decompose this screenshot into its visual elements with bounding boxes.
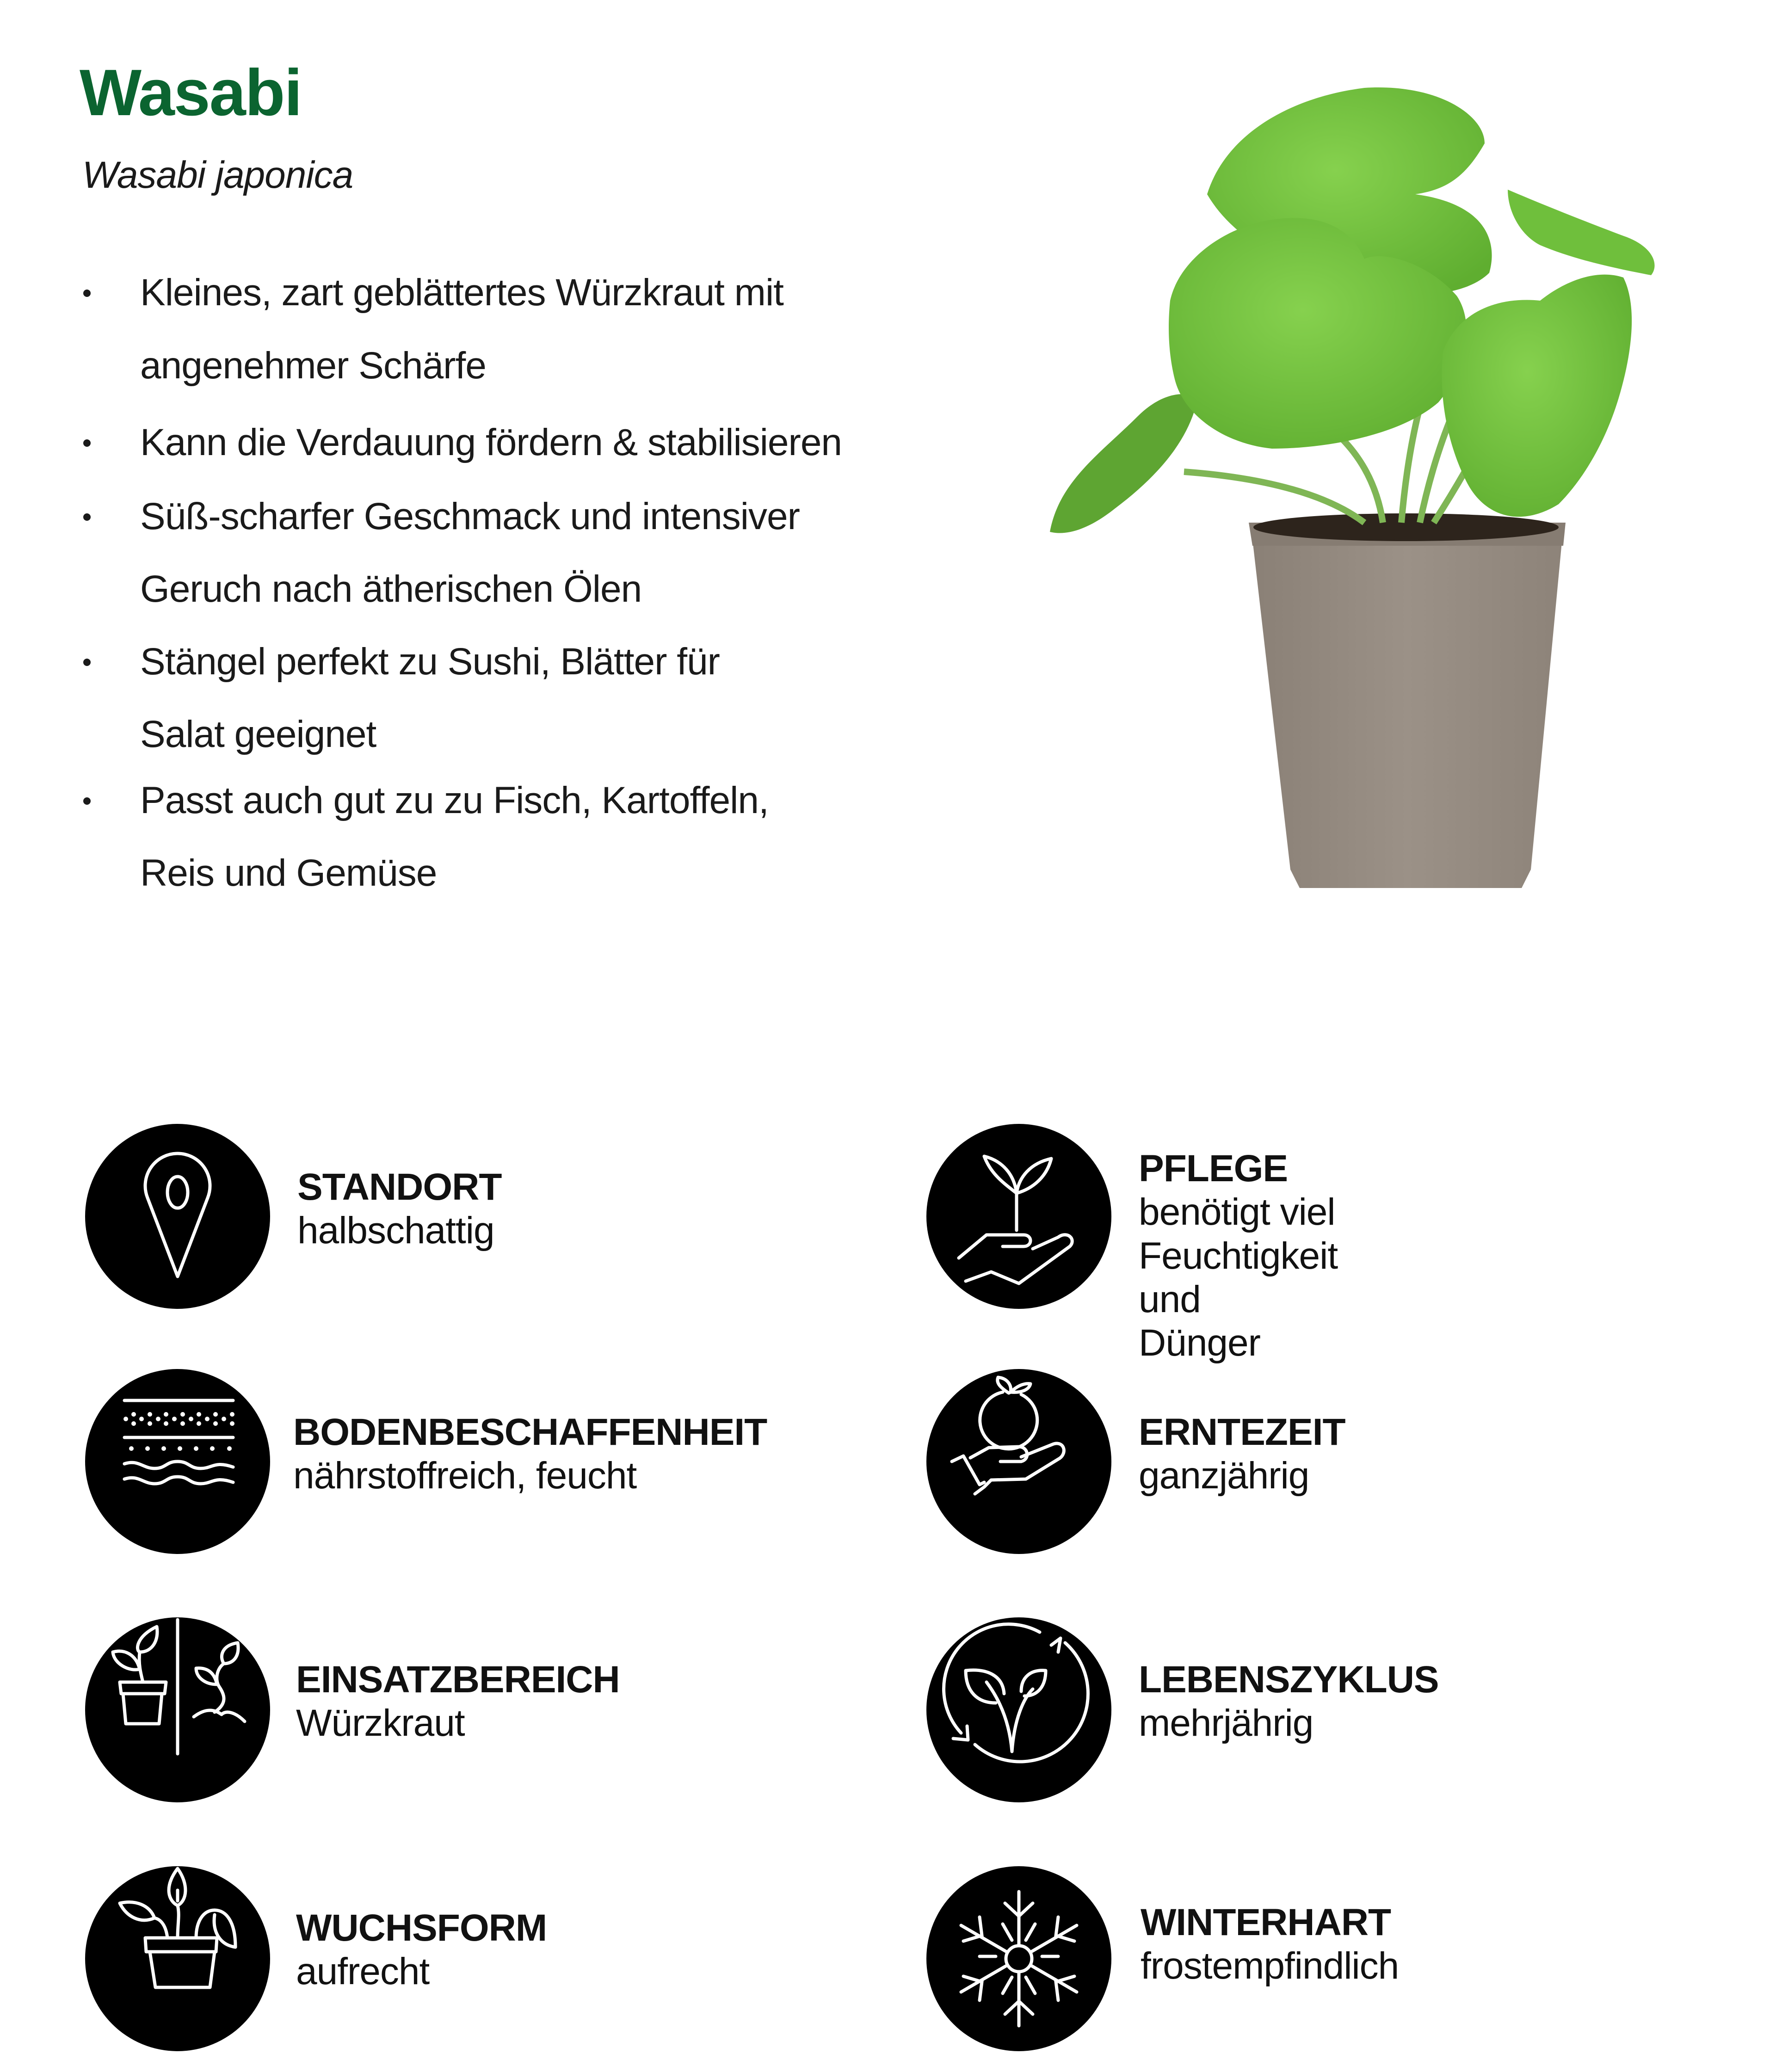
bullet-text: angenehmer Schärfe	[140, 345, 486, 387]
bullet-text: Salat geeignet	[140, 713, 376, 755]
feature-value: aufrecht	[296, 1950, 430, 1993]
hand-holding-sprout-icon	[926, 1124, 1111, 1309]
feature-value-continued: Dünger	[1139, 1322, 1260, 1364]
hand-holding-fruit-icon	[926, 1369, 1111, 1554]
feature-label: WINTERHART	[1141, 1901, 1391, 1943]
feature-label: STANDORT	[297, 1166, 502, 1208]
feature-value: Würzkraut	[296, 1702, 465, 1745]
feature-label: ERNTEZEIT	[1139, 1411, 1345, 1453]
feature-label: PFLEGE	[1139, 1147, 1288, 1190]
bullet-icon	[83, 439, 91, 447]
bullet-icon	[83, 797, 91, 805]
feature-label: BODENBESCHAFFENHEIT	[293, 1411, 767, 1453]
feature-value: nährstoffreich, feucht	[293, 1455, 637, 1497]
bullet-icon	[83, 290, 91, 297]
bullet-text: Stängel perfekt zu Sushi, Blätter für	[140, 641, 720, 683]
bullet-text: Kleines, zart geblättertes Würzkraut mit	[140, 271, 783, 314]
product-title: Wasabi	[80, 56, 302, 130]
bullet-text: Kann die Verdauung fördern & stabilisieren	[140, 421, 842, 463]
wasabi-plant-illustration	[1031, 65, 1702, 906]
feature-label: LEBENSZYKLUS	[1139, 1659, 1439, 1701]
pot-and-ground-plant-icon	[85, 1617, 270, 1802]
feature-value: halbschattig	[297, 1209, 494, 1252]
location-pin-icon	[85, 1124, 270, 1309]
bullet-text: Süß-scharfer Geschmack und intensiver	[140, 495, 800, 537]
feature-label: WUCHSFORM	[296, 1907, 547, 1949]
bullet-text: Reis und Gemüse	[140, 852, 437, 894]
bullet-icon	[83, 659, 91, 666]
bullet-icon	[83, 513, 91, 521]
potted-plant-icon	[85, 1866, 270, 2051]
soil-layers-icon	[85, 1369, 270, 1554]
product-image	[1031, 65, 1702, 906]
feature-value: benötigt viel Feuchtigkeit und	[1139, 1191, 1338, 1320]
bullet-text: Passt auch gut zu zu Fisch, Kartoffeln,	[140, 779, 769, 821]
feature-label: EINSATZBEREICH	[296, 1659, 620, 1701]
botanical-name: Wasabi japonica	[82, 154, 353, 196]
snowflake-icon	[926, 1866, 1111, 2051]
bullet-text: Geruch nach ätherischen Ölen	[140, 568, 642, 610]
feature-value: mehrjährig	[1139, 1702, 1314, 1745]
feature-value: frostempfindlich	[1141, 1945, 1399, 1987]
plant-cycle-icon	[926, 1617, 1111, 1802]
feature-value: ganzjährig	[1139, 1455, 1309, 1497]
